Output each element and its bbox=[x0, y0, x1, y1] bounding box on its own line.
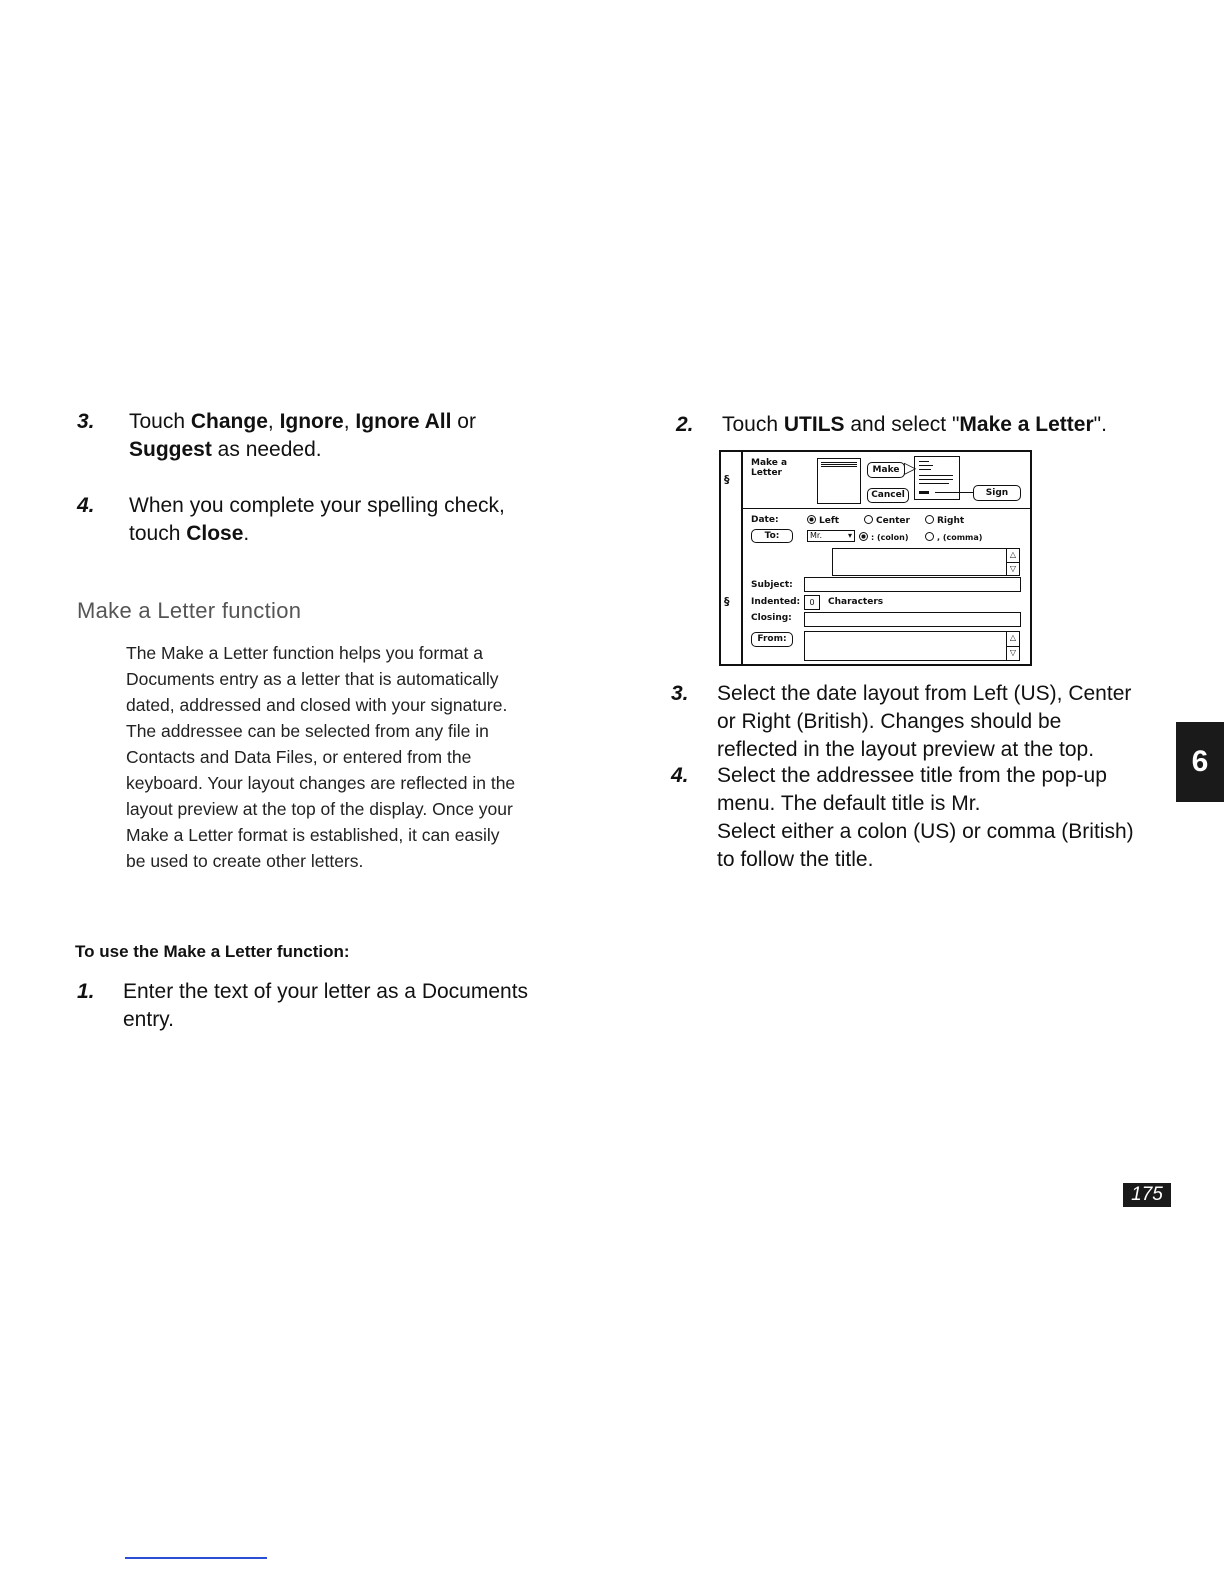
make-a-letter-screen bbox=[719, 450, 1032, 666]
paragraph-line: Documents entry as a letter that is automatically bbox=[126, 669, 499, 689]
step-text bbox=[123, 978, 528, 1034]
procedure-subheading: To use the Make a Letter function: bbox=[75, 942, 350, 961]
step-3-date-layout bbox=[671, 680, 1161, 770]
paragraph-line: be used to create other letters. bbox=[126, 851, 364, 871]
option-label: Center bbox=[876, 516, 910, 526]
option-label: , (comma) bbox=[937, 533, 983, 542]
text: , bbox=[343, 410, 356, 433]
utils-term: UTILS bbox=[783, 413, 845, 436]
text: Touch bbox=[129, 410, 191, 433]
option-label: : (colon) bbox=[871, 533, 909, 542]
section-heading: Make a Letter function bbox=[77, 598, 302, 623]
text-line: or Right (British). Changes should be bbox=[717, 710, 1062, 733]
text: When you complete your spelling check, bbox=[129, 494, 505, 517]
scroll-up-icon[interactable]: △ bbox=[1007, 632, 1019, 647]
change-term: Change bbox=[190, 410, 268, 433]
paragraph-line: Make a Letter format is established, it can easily bbox=[126, 825, 500, 845]
step-number: 4. bbox=[671, 764, 689, 787]
step-4-addressee-title bbox=[671, 762, 1161, 882]
comma-option[interactable] bbox=[925, 532, 982, 542]
step-1-enter-text bbox=[77, 978, 597, 1038]
text: and select " bbox=[844, 413, 960, 436]
sign-button[interactable]: Sign bbox=[973, 485, 1021, 501]
arrow-right-icon: ▷ bbox=[904, 458, 917, 477]
paragraph-line: dated, addressed and closed with your signature. bbox=[126, 695, 508, 715]
text: touch bbox=[129, 522, 187, 545]
divider bbox=[743, 508, 1030, 509]
step-number: 4. bbox=[77, 494, 95, 517]
text-line: Select the date layout from Left (US), Center bbox=[717, 682, 1132, 705]
screen-title-line: Letter bbox=[751, 468, 782, 478]
date-center-option[interactable] bbox=[864, 515, 910, 526]
select-value: Mr. bbox=[810, 531, 822, 540]
step-2-utils bbox=[676, 411, 1156, 441]
from-button[interactable]: From: bbox=[751, 632, 793, 647]
closing-label: Closing: bbox=[751, 613, 792, 623]
date-label: Date: bbox=[751, 515, 779, 525]
radio-selected-icon bbox=[859, 532, 868, 541]
scroll-up-icon[interactable]: △ bbox=[1007, 549, 1019, 563]
indented-input[interactable]: 0 bbox=[804, 595, 820, 610]
footer-rule bbox=[125, 1557, 267, 1559]
characters-label: Characters bbox=[828, 597, 884, 607]
text: or bbox=[451, 410, 476, 433]
text: ". bbox=[1093, 413, 1107, 436]
text: entry. bbox=[123, 1008, 174, 1031]
radio-selected-icon bbox=[807, 515, 816, 524]
text: Touch bbox=[722, 413, 784, 436]
step-4-close bbox=[77, 492, 597, 552]
chapter-tab: 6 bbox=[1176, 722, 1224, 802]
to-button[interactable]: To: bbox=[751, 529, 793, 543]
option-label: Left bbox=[819, 516, 840, 526]
text-line: reflected in the layout preview at the top. bbox=[717, 738, 1095, 761]
step-3-spelling bbox=[77, 408, 597, 468]
document-thumbnail[interactable] bbox=[817, 458, 861, 504]
text: , bbox=[267, 410, 280, 433]
layout-preview bbox=[914, 456, 960, 500]
colon-option[interactable] bbox=[859, 532, 908, 542]
ignore-term: Ignore bbox=[279, 410, 344, 433]
make-letter-term: Make a Letter bbox=[959, 413, 1094, 436]
scroll-down-icon[interactable]: ▽ bbox=[1009, 648, 1017, 657]
date-left-option[interactable] bbox=[807, 515, 839, 526]
step-number: 3. bbox=[671, 682, 689, 705]
thumbnail-header bbox=[821, 462, 857, 467]
step-number: 1. bbox=[77, 980, 95, 1003]
paragraph-line: The addressee can be selected from any file in bbox=[126, 721, 489, 741]
text-line: Select the addressee title from the pop-up bbox=[717, 764, 1107, 787]
step-text bbox=[129, 408, 476, 464]
make-button[interactable]: Make bbox=[867, 462, 905, 478]
option-label: Right bbox=[937, 516, 965, 526]
radio-icon bbox=[925, 515, 934, 524]
step-text bbox=[717, 762, 1134, 874]
text-line: to follow the title. bbox=[717, 848, 874, 871]
cancel-button[interactable]: Cancel bbox=[867, 488, 909, 503]
subject-input[interactable] bbox=[804, 577, 1021, 592]
screen-title bbox=[751, 458, 787, 478]
indented-label: Indented: bbox=[751, 597, 801, 607]
screen-title-line: Make a bbox=[751, 458, 788, 468]
text: Enter the text of your letter as a Documents bbox=[123, 980, 529, 1003]
scrollbar[interactable] bbox=[1006, 632, 1019, 660]
closing-input[interactable] bbox=[804, 612, 1021, 627]
from-field[interactable] bbox=[804, 631, 1020, 661]
step-text bbox=[717, 680, 1131, 764]
text-line: Select either a colon (US) or comma (British) bbox=[717, 820, 1134, 843]
text-line: menu. The default title is Mr. bbox=[717, 792, 981, 815]
paragraph-line: keyboard. Your layout changes are reflected in the bbox=[126, 773, 516, 793]
text: . bbox=[243, 522, 250, 545]
scroll-down-icon[interactable]: ▽ bbox=[1009, 564, 1017, 573]
paragraph-line: Contacts and Data Files, or entered from the bbox=[126, 747, 472, 767]
step-text bbox=[129, 492, 505, 548]
suggest-term: Suggest bbox=[129, 438, 212, 461]
radio-icon bbox=[925, 532, 934, 541]
sign-connector bbox=[935, 492, 973, 493]
text: as needed. bbox=[211, 438, 322, 461]
addressee-field[interactable] bbox=[832, 548, 1020, 576]
ignore-all-term: Ignore All bbox=[355, 410, 452, 433]
step-number: 2. bbox=[676, 413, 694, 436]
step-number: 3. bbox=[77, 410, 95, 433]
step-text bbox=[722, 411, 1107, 439]
subject-label: Subject: bbox=[751, 580, 793, 590]
scrollbar[interactable] bbox=[1006, 549, 1019, 575]
date-right-option[interactable] bbox=[925, 515, 964, 526]
paragraph-line: The Make a Letter function helps you format a bbox=[126, 643, 483, 663]
title-select[interactable] bbox=[807, 530, 855, 542]
page-number: 175 bbox=[1123, 1183, 1171, 1207]
binder-line bbox=[741, 452, 743, 664]
binder-ring-icon: § bbox=[724, 595, 730, 608]
binder-ring-icon: § bbox=[724, 473, 730, 486]
intro-paragraph bbox=[126, 640, 576, 874]
close-term: Close bbox=[186, 522, 244, 545]
dropdown-arrow-icon: ▾ bbox=[847, 531, 852, 540]
radio-icon bbox=[864, 515, 873, 524]
paragraph-line: layout preview at the top of the display. Once your bbox=[126, 799, 513, 819]
